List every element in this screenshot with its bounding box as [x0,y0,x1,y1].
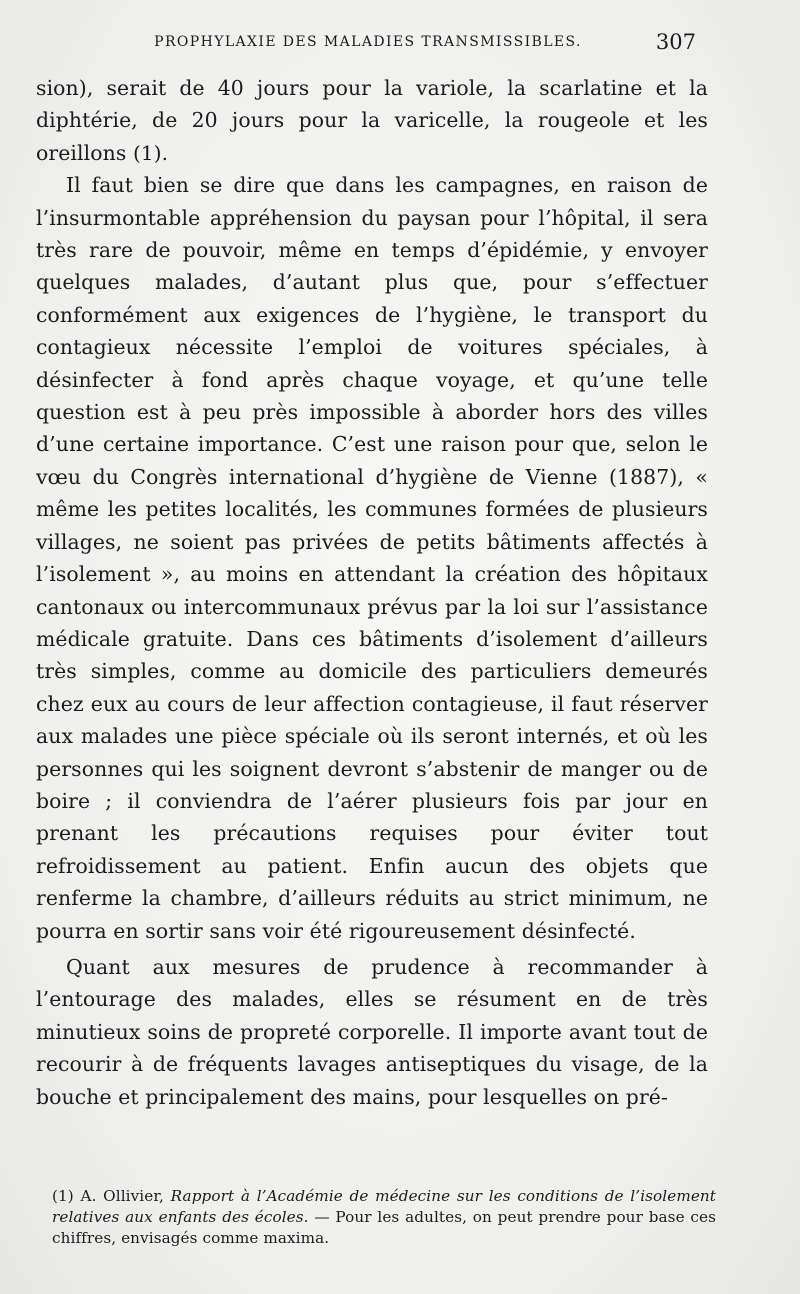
footnote-reference: (1). [133,140,169,165]
paragraph-3: Quant aux mesures de prudence à recommander à l’entourage des malades, elles se résument en de très minutieux soins de propreté corporelle. Il importe avant tout de recourir à de fréquents lavages antiseptiques du visage, de la bouche et principalement des mains, pour lesquelles on pré- [36,954,708,1109]
main-text [36,72,708,1113]
page-number: 307 [655,30,696,54]
footnote-marker: (1) A. Ollivier, [52,1187,164,1205]
footnote-rest: — Pour les adultes, on peut prendre pour base ces chiffres, envisagés comme maxima. [52,1208,717,1247]
paragraph-1 [36,72,708,169]
footnote-title: Rapport à l’Académie de médecine sur les conditions de l’isolement relatives aux enfants des écoles. [52,1187,717,1226]
paragraph-2: Il faut bien se dire que dans les campagnes, en raison de l’insurmontable appréhension du paysan pour l’hôpital, il sera très rare de pouvoir, même en temps d’épidémie, y envoyer quelques malades, d’autant plus que, pour s’effectuer conformément aux exigences de l’hygiène, le transport du contagieux nécessite l’emploi de voitures spéciales, à désinfecter à fond après chaque voyage, et qu’une telle question est à peu près impossible à aborder hors des villes d’une certaine importance. C’est une raison pour que, selon le vœu du Congrès international d’hygiène de Vienne (1887), « même les petites localités, les communes formées de plusieurs villages, ne soient pas privées de petits bâtiments affectés à l’isolement », au moins en attendant la création des hôpitaux cantonaux ou intercommunaux prévus par la loi sur l’assistance médicale gratuite. Dans ces bâtiments d’isolement d’ailleurs très simples, comme au domicile des particuliers demeurés chez eux au cours de leur affection contagieuse, il faut réserver aux malades une pièce spéciale où ils seront internés, et où les personnes qui les soignent devront s’abstenir de manger ou de boire ; il conviendra de l’aérer plusieurs fois par jour en prenant les précautions requises pour éviter tout refroidissement au patient. Enfin aucun des objets que renferme la chambre, d’ailleurs réduits au strict minimum, ne pourra en sortir sans voir été rigoureusement désinfecté. [36,173,708,943]
paragraph-1-text: sion), serait de 40 jours pour la variole, la scarlatine et la diphtérie, de 20 jours pour la varicelle, la rougeole et les oreillons [36,76,708,165]
footnote [52,1186,716,1249]
running-title: PROPHYLAXIE DES MALADIES TRANSMISSIBLES. [154,34,582,50]
